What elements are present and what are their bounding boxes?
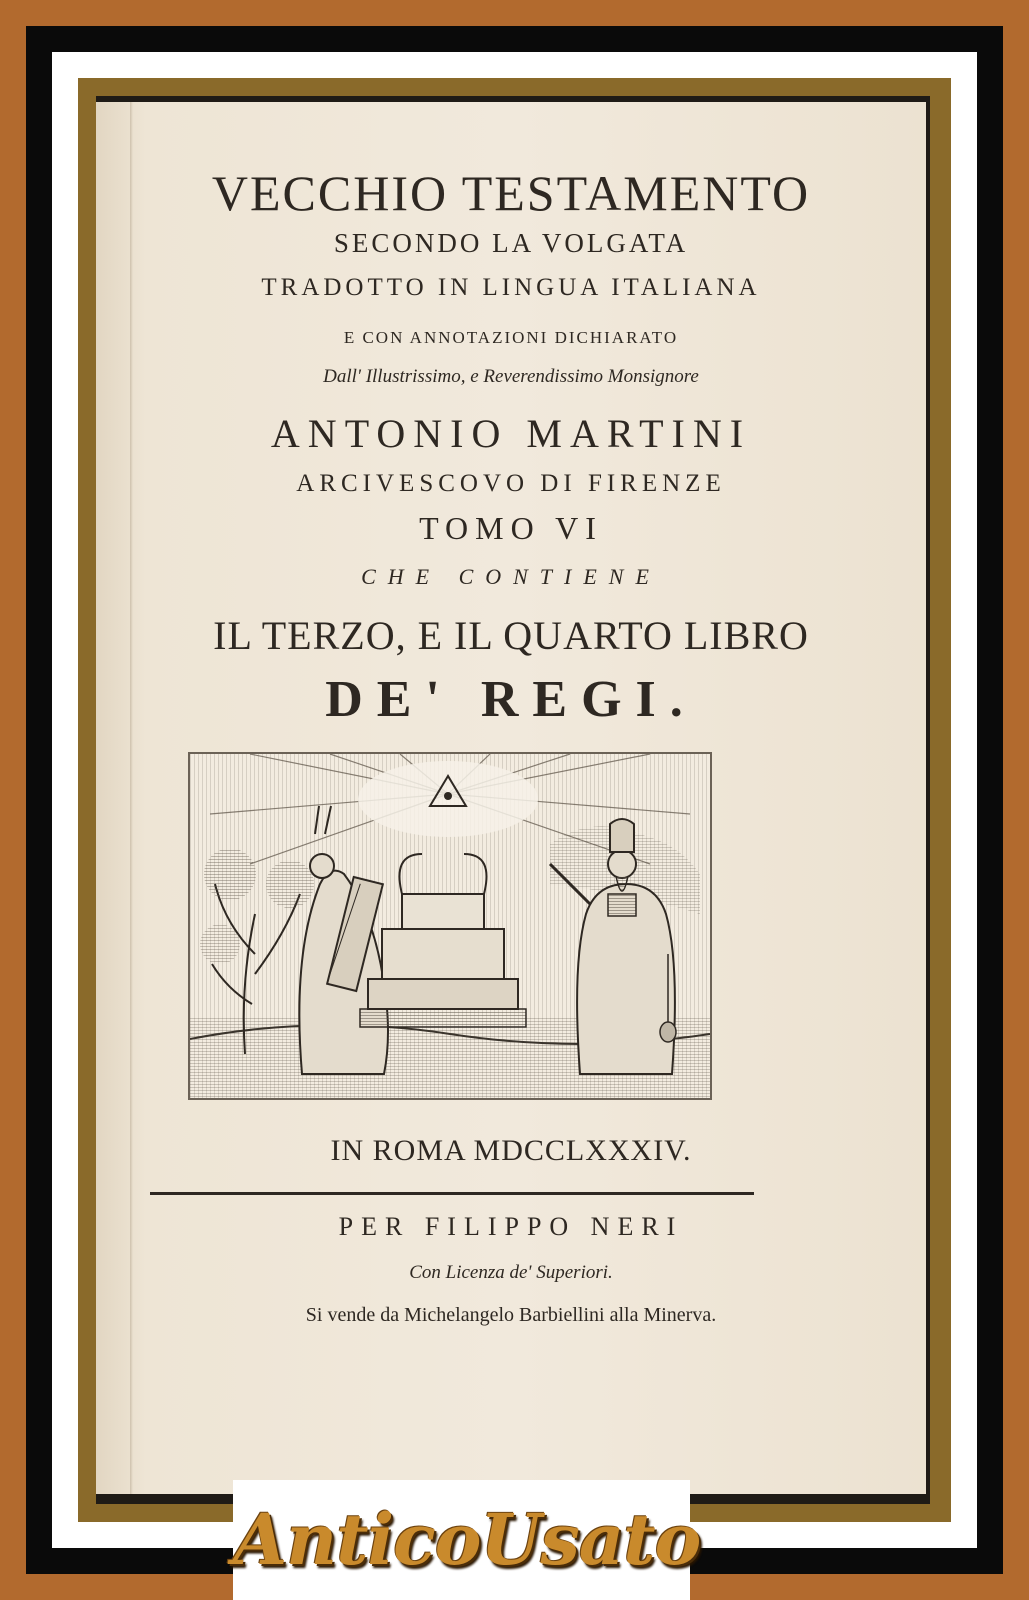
engraving-moses-ark-high-priest-icon xyxy=(188,752,712,1100)
author-name: ANTONIO MARTINI xyxy=(270,411,752,456)
subtitle-annotations: E CON ANNOTAZIONI DICHIARATO xyxy=(343,328,679,347)
contents-intro: CHE CONTIENE xyxy=(361,564,661,589)
license-line: Con Licenza de' Superiori. xyxy=(409,1262,613,1283)
subtitle-translation: TRADOTTO IN LINGUA ITALIANA xyxy=(261,274,761,301)
seller-line: Si vende da Michelangelo Barbiellini alla Minerva. xyxy=(305,1304,717,1326)
dedication-line: Dall' Illustrissimo, e Reverendissimo Monsignore xyxy=(323,366,699,387)
subtitle-volgata: SECONDO LA VOLGATA xyxy=(333,228,689,258)
contents-books: IL TERZO, E IL QUARTO LIBRO xyxy=(213,613,809,658)
printer-name: PER FILIPPO NERI xyxy=(338,1212,684,1241)
page-gutter xyxy=(130,102,133,1494)
watermark-logo-text: AnticoUsato xyxy=(233,1498,701,1581)
watermark-logo xyxy=(233,1480,701,1600)
imprint-rule xyxy=(150,1192,754,1195)
title-page xyxy=(96,102,926,1494)
contents-regi: DE' REGI. xyxy=(325,671,697,728)
volume-number: TOMO VI xyxy=(419,510,603,546)
author-title: ARCIVESCOVO DI FIRENZE xyxy=(296,470,726,497)
imprint-place-date: IN ROMA MDCCLXXXIV. xyxy=(330,1134,692,1167)
title-main: VECCHIO TESTAMENTO xyxy=(211,165,811,221)
